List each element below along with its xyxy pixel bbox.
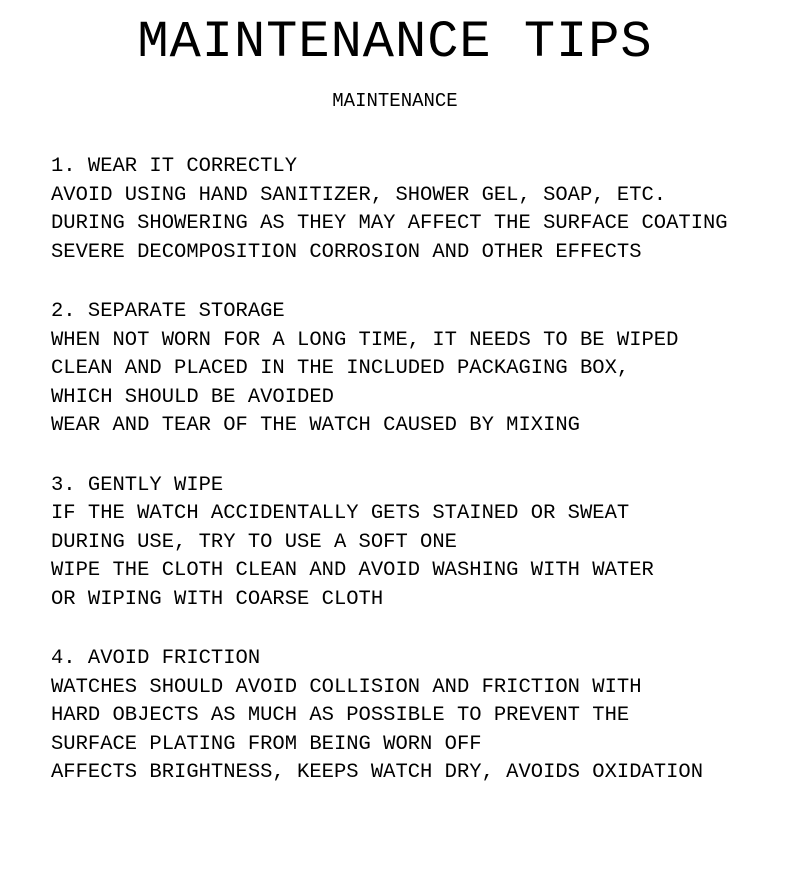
tip-text-line: DURING SHOWERING AS THEY MAY AFFECT THE SURFACE COATING — [51, 212, 728, 236]
tip-text-line: AVOID USING HAND SANITIZER, SHOWER GEL, SOAP, ETC. — [51, 183, 667, 207]
tip-text-line: CLEAN AND PLACED IN THE INCLUDED PACKAGING BOX, — [51, 357, 630, 381]
tip-text-line: SURFACE PLATING FROM BEING WORN OFF — [51, 732, 482, 756]
tip-text-line: IF THE WATCH ACCIDENTALLY GETS STAINED OR SWEAT — [51, 502, 630, 526]
tip-text-line: WHICH SHOULD BE AVOIDED — [51, 385, 334, 409]
tip-text-line: AFFECTS BRIGHTNESS, KEEPS WATCH DRY, AVOIDS OXIDATION — [51, 761, 704, 785]
tip-text-line: WATCHES SHOULD AVOID COLLISION AND FRICTION WITH — [51, 675, 642, 699]
tip-text-line: DURING USE, TRY TO USE A SOFT ONE — [51, 530, 457, 554]
tip-heading: 3. GENTLY WIPE — [51, 473, 224, 497]
tip-text-line: WEAR AND TEAR OF THE WATCH CAUSED BY MIXING — [51, 414, 580, 438]
tip-text-line: HARD OBJECTS AS MUCH AS POSSIBLE TO PREVENT THE — [51, 704, 630, 728]
tip-text-line: WIPE THE CLOTH CLEAN AND AVOID WASHING WITH WATER — [51, 559, 654, 583]
page-subtitle: MAINTENANCE — [332, 90, 458, 112]
tip-heading: 2. SEPARATE STORAGE — [51, 299, 285, 323]
tip-section-1 — [51, 153, 771, 267]
tip-text-line: WHEN NOT WORN FOR A LONG TIME, IT NEEDS TO BE WIPED — [51, 328, 679, 352]
tip-section-2 — [51, 298, 771, 441]
tip-text-line: SEVERE DECOMPOSITION CORROSION AND OTHER EFFECTS — [51, 240, 642, 264]
tips-list — [51, 153, 771, 819]
page-title: MAINTENANCE TIPS — [137, 13, 653, 72]
tip-section-4 — [51, 645, 771, 788]
tip-section-3 — [51, 472, 771, 615]
tip-text-line: OR WIPING WITH COARSE CLOTH — [51, 587, 384, 611]
tip-heading: 1. WEAR IT CORRECTLY — [51, 155, 298, 178]
tip-heading: 4. AVOID FRICTION — [51, 647, 261, 671]
